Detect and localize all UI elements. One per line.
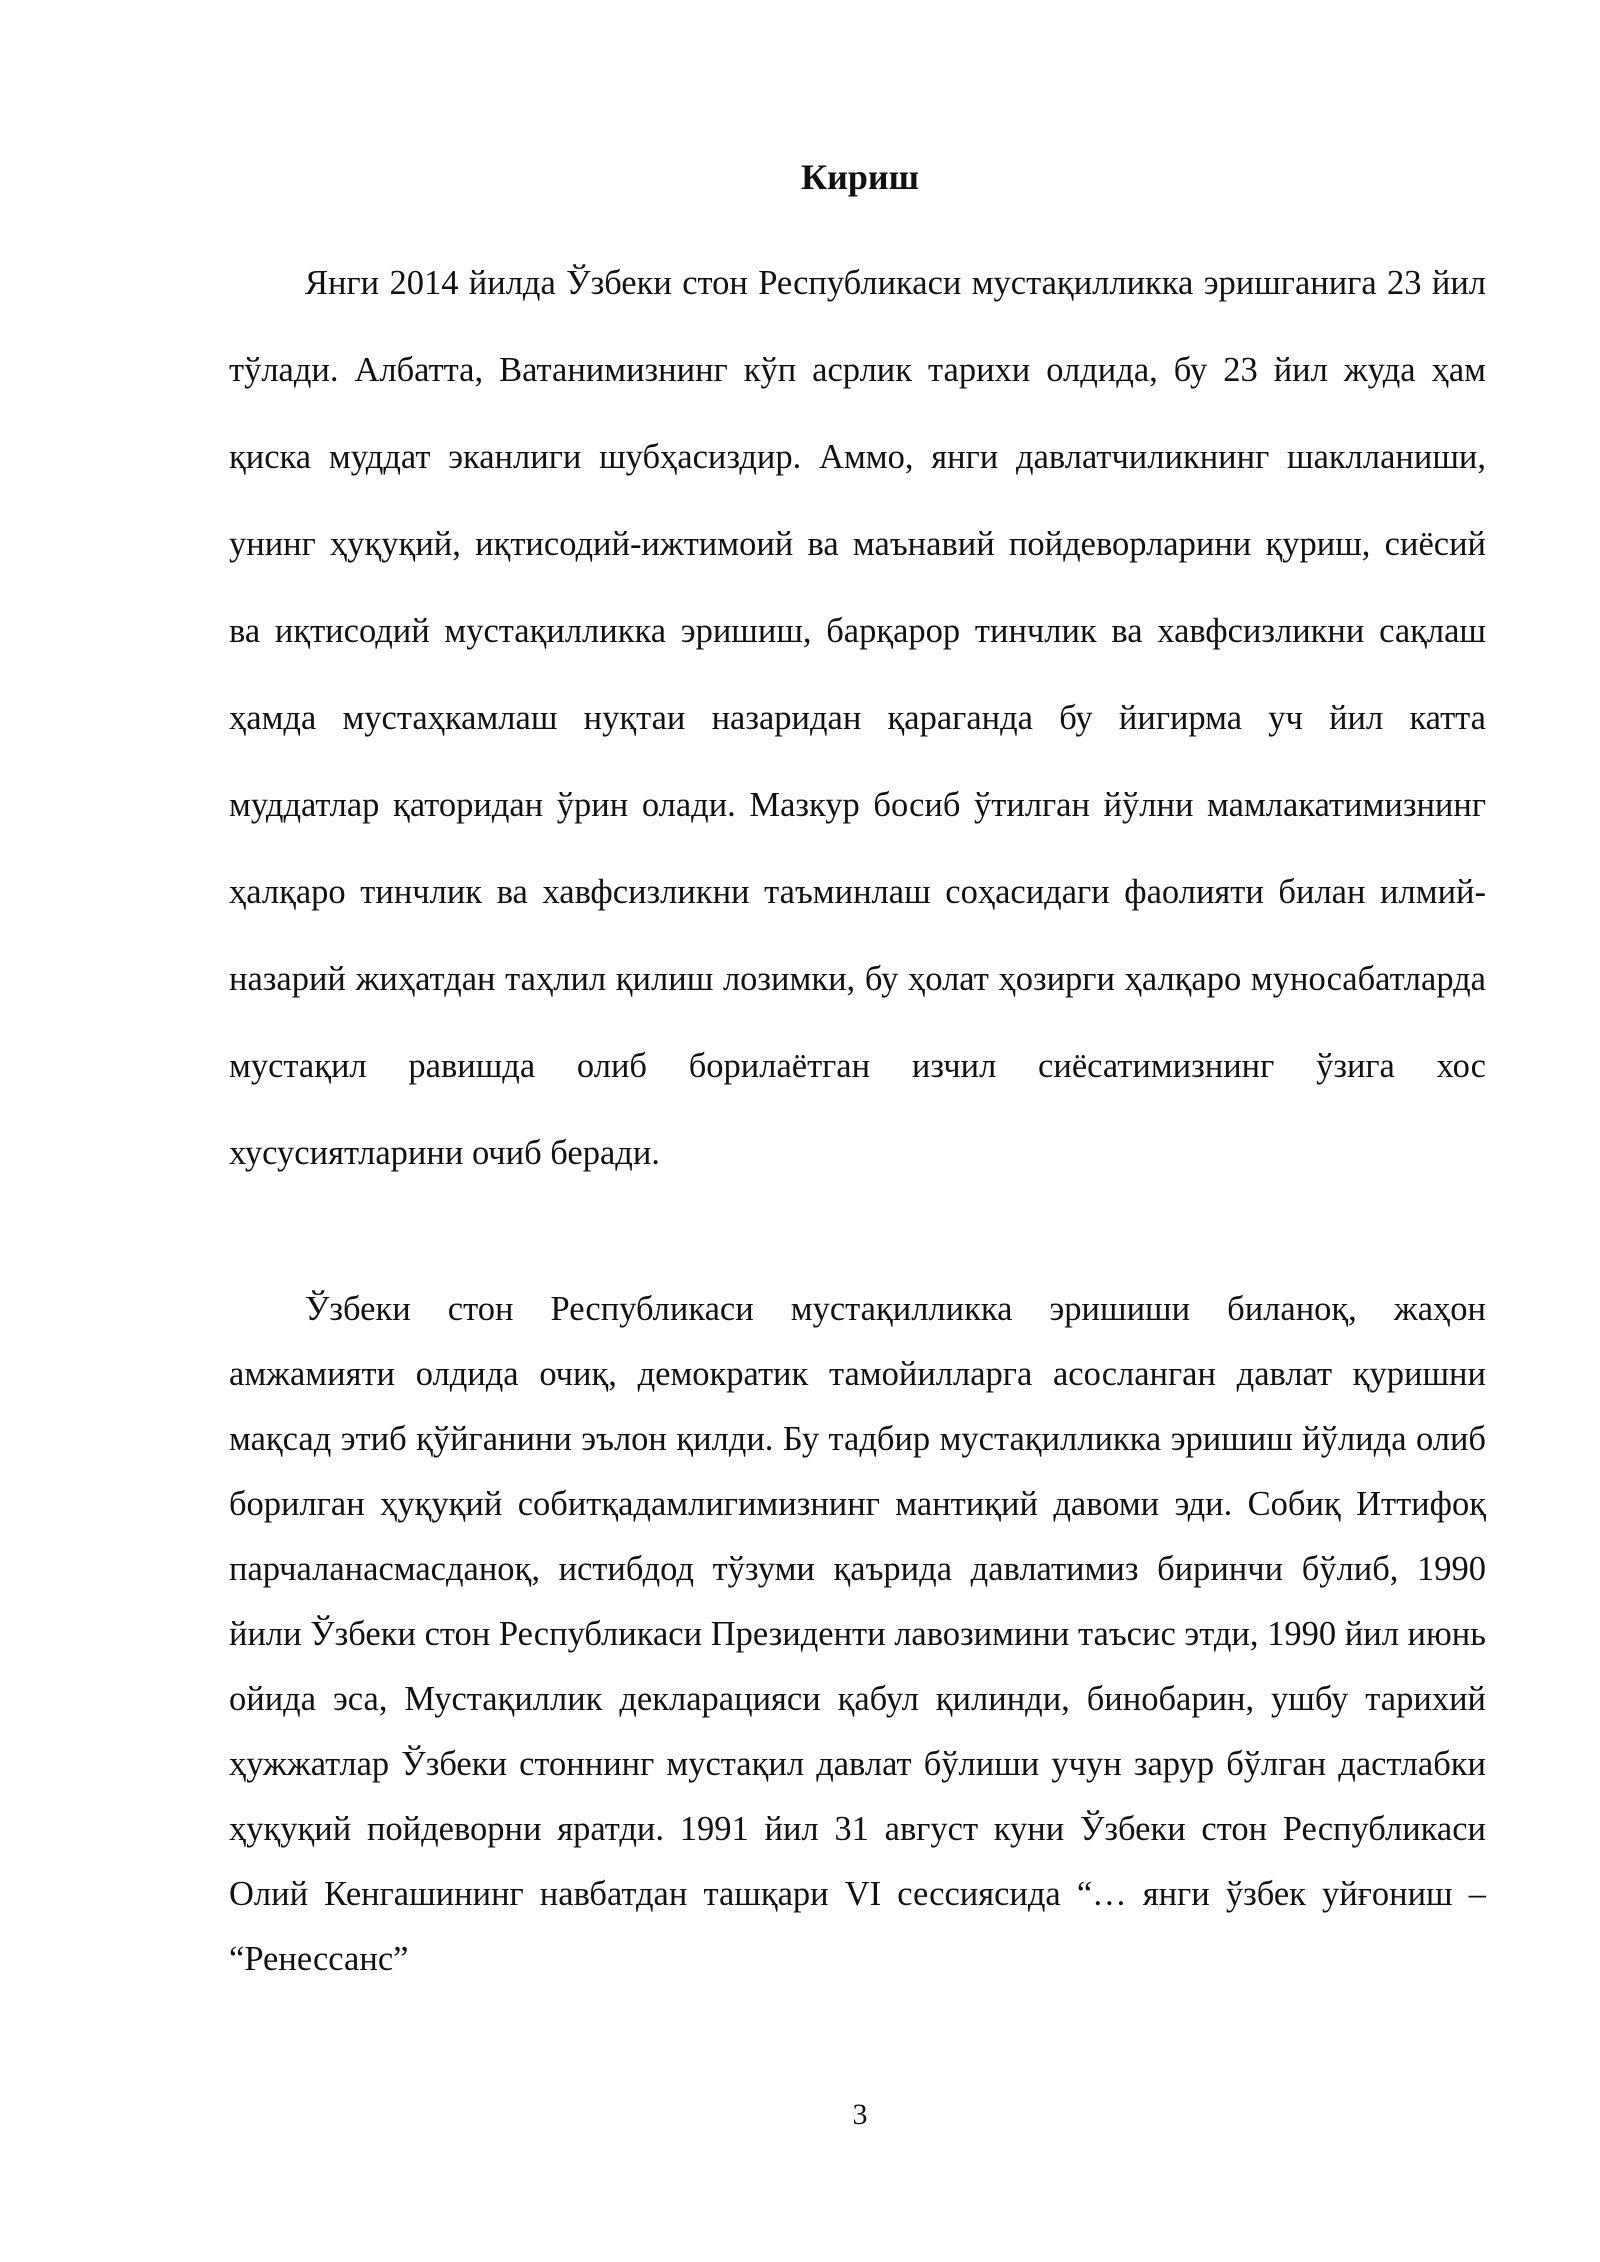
paragraph-1: Янги 2014 йилда Ўзбеки стон Республикаси мустақилликка эришганига 23 йил тўлади. Албатта, Ватанимизнинг кўп асрлик тарихи олдида, бу 23 йил жуда ҳам қиска муддат эканлиги шубҳасиздир. Аммо, янги давлатчиликнинг шаклланиши, унинг ҳуқуқий, иқтисодий-ижтимоий ва маънавий пойдеворларини қуриш, сиёсий ва иқтисодий мустақилликка эришиш, барқарор тинчлик ва хавфсизликни сақлаш ҳамда мустаҳкамлаш нуқтаи назаридан қараганда бу йигирма уч йил катта муддатлар қаторидан ўрин олади. Мазкур босиб ўтилган йўлни мамлакатимизнинг ҳалқаро тинчлик ва хавфсизликни таъминлаш соҳасидаги фаолияти билан илмий-назарий жиҳатдан таҳлил қилиш лозимки, бу ҳолат ҳозирги ҳалқаро муносабатларда мустақил равишда олиб борилаётган изчил сиёсатимизнинг ўзига хос хусусиятларини очиб беради. [229, 264, 1486, 1172]
paragraph-2: Ўзбеки стон Республикаси мустақилликка эришиши биланоқ, жаҳон амжамияти олдида очиқ, демократик тамойилларга асосланган давлат қуришни мақсад этиб қўйганини эълон қилди. Бу тадбир мустақилликка эришиш йўлида олиб борилган ҳуқуқий собитқадамлигимизнинг мантиқий давоми эди. Собиқ Иттифоқ парчаланасмасданоқ, истибдод тўзуми қаърида давлатимиз биринчи бўлиб, 1990 йили Ўзбеки стон Республикаси Президенти лавозимини таъсис этди, 1990 йил июнь ойида эса, Мустақиллик декларацияси қабул қилинди, бинобарин, ушбу тарихий ҳужжатлар Ўзбеки стоннинг мустақил давлат бўлиши учун зарур бўлган дастлабки ҳуқуқий пойдеворни яратди. 1991 йил 31 август куни Ўзбеки стон Республикаси Олий Кенгашининг навбатдан ташқари VI сессиясида “… янги ўзбек уйғониш – “Ренессанс” [229, 1290, 1486, 1978]
page-title: Кириш [800, 157, 919, 197]
page-number: 3 [852, 2098, 868, 2131]
